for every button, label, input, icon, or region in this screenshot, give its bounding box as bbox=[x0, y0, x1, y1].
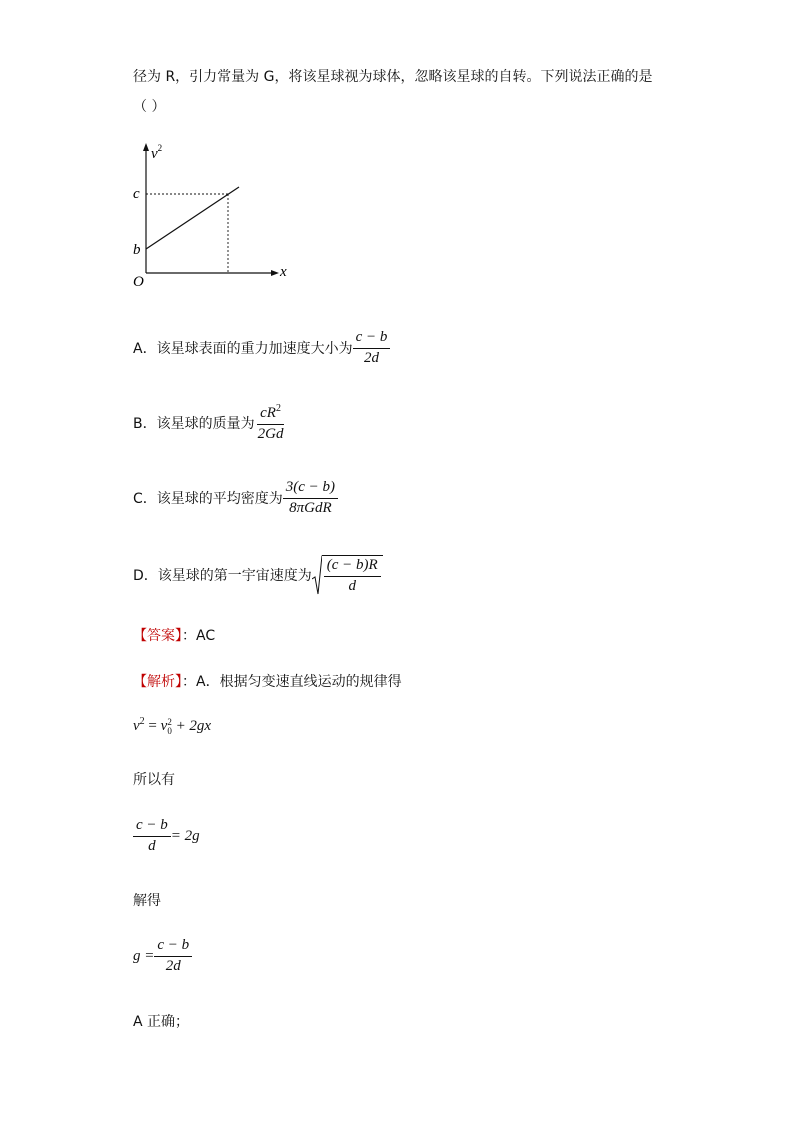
answer-label: 【答案】 bbox=[133, 628, 182, 644]
c-label: c bbox=[133, 186, 140, 202]
question-stem-line1: 径为 R，引力常量为 G，将该星球视为球体，忽略该星球的自转。下列说法正确的是 bbox=[133, 69, 653, 85]
equation-3: g = $\frac{c - b}{2d}$ bbox=[133, 938, 192, 975]
option-b-formula: $\frac{cR^2}{2Gd}$ bbox=[257, 402, 284, 442]
option-a-text: A．该星球表面的重力加速度大小为 bbox=[133, 341, 353, 357]
option-b-text: B．该星球的质量为 bbox=[133, 416, 255, 432]
y-axis-label: $v^2$ bbox=[151, 143, 163, 162]
origin-label: O bbox=[133, 274, 144, 290]
equation-1: $v^2 = v$ 2 0 + 2gx bbox=[133, 716, 212, 736]
option-c-text: C．该星球的平均密度为 bbox=[133, 491, 283, 507]
option-d-text: D．该星球的第一宇宙速度为 bbox=[133, 568, 312, 584]
analysis-text: ：A．根据匀变速直线运动的规律得 bbox=[182, 674, 402, 690]
option-d-formula: $\frac{(c - b)R}{d}$ bbox=[312, 555, 383, 595]
x-axis-label: x bbox=[280, 264, 287, 280]
option-a[interactable] bbox=[133, 328, 390, 368]
option-a-formula: $\frac{c - b}{2d}$ bbox=[353, 330, 391, 367]
option-c-formula: $\frac{3(c - b)}{\text{8πGdR}}$ bbox=[283, 480, 338, 517]
x-axis-arrow bbox=[271, 270, 279, 276]
option-c[interactable] bbox=[133, 478, 338, 518]
option-d[interactable] bbox=[133, 553, 383, 597]
answer-line: 【答案】：AC bbox=[133, 628, 216, 644]
question-stem bbox=[133, 66, 652, 86]
analysis-line bbox=[133, 671, 402, 691]
b-label: b bbox=[133, 242, 141, 258]
v2-x-line bbox=[146, 187, 239, 249]
answer-value: AC bbox=[196, 628, 216, 644]
equation-2: $\frac{c - b}{d}$ = 2g bbox=[133, 818, 200, 855]
option-b[interactable] bbox=[133, 403, 286, 443]
so-have-text: 所以有 bbox=[133, 772, 175, 788]
solve-text: 解得 bbox=[133, 893, 161, 909]
y-axis-arrow bbox=[143, 143, 149, 151]
conclusion-text: A 正确； bbox=[133, 1014, 190, 1030]
v2-x-graph bbox=[126, 140, 296, 296]
analysis-label: 【解析】 bbox=[133, 674, 182, 690]
answer-blank: （ ） bbox=[133, 99, 166, 115]
sqrt-sign bbox=[312, 555, 322, 595]
